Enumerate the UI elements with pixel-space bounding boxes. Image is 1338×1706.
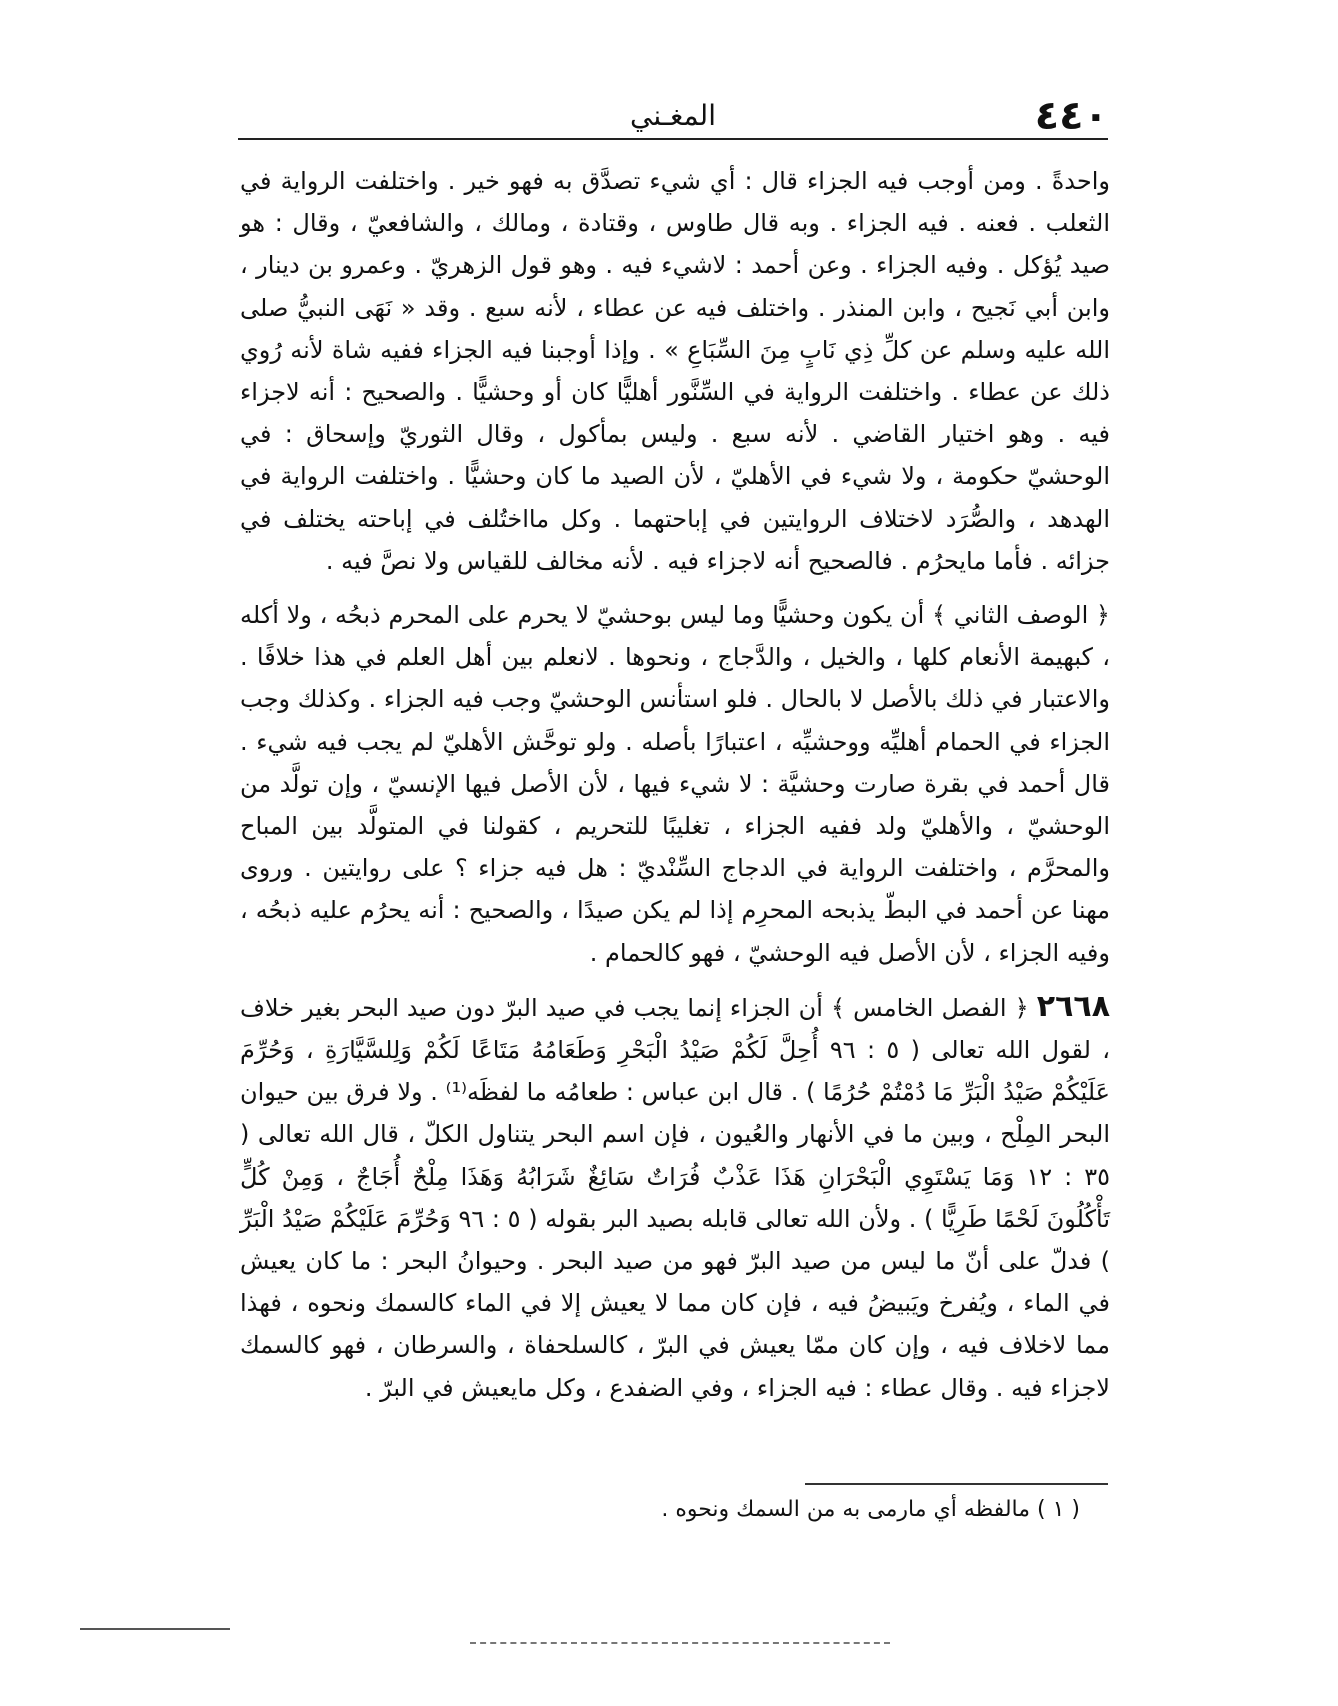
scan-artifact-dashes: [470, 1642, 890, 1644]
page-header: [238, 94, 1108, 138]
scan-artifact-line: [80, 1628, 230, 1630]
paragraph-number: ٢٦٦٨: [1036, 988, 1111, 1024]
header-divider: [238, 138, 1108, 140]
footnote-divider: [805, 1483, 1108, 1485]
paragraph: [240, 986, 1110, 1409]
footnote-text: مالفظه أي مارمى به من السمك ونحوه .: [661, 1497, 1031, 1522]
footnote-marker: ( ١ ): [1037, 1497, 1080, 1522]
paragraph-text: ﴿ الفصل الخامس ﴾ أن الجزاء إنما يجب في صيد البرّ دون صيد البحر بغير خلاف ، لقول الله تعالى ( ٥ : ٩٦ أُحِلَّ لَكُمْ صَيْدُ الْبَحْرِ وَطَعَامُهُ مَتَاعًا لَكُمْ وَلِلسَّيَّارَةِ ، وَحُرِّمَ عَلَيْكُمْ صَيْدُ الْبَرِّ مَا دُمْتُمْ حُرُمًا ) . قال ابن عباس : طعامُه ما لفظَه⁽¹⁾ . ولا فرق بين حيوان البحر المِلْح ، وبين ما في الأنهار والعُيون ، فإن اسم البحر يتناول الكلّ ، قال الله تعالى ( ٣٥ : ١٢ وَمَا يَسْتَوِي الْبَحْرَانِ هَذَا عَذْبٌ فُرَاتٌ سَائِغٌ شَرَابُهُ وَهَذَا مِلْحٌ أُجَاجٌ ، وَمِنْ كُلٍّ تَأْكُلُونَ لَحْمًا طَرِيًّا ) . ولأن الله تعالى قابله بصيد البر بقوله ( ٥ : ٩٦ وَحُرِّمَ عَلَيْكُمْ صَيْدُ الْبَرِّ ) فدلّ على أنّ ما ليس من صيد البرّ فهو من صيد البحر . وحيوانُ البحر : ما كان يعيش في الماء ، ويُفرخ ويَبيضُ فيه ، فإن كان مما لا يعيش إلا في الماء كالسمك ونحوه ، فهذا مما لاخلاف فيه ، وإن كان ممّا يعيش في البرّ ، كالسلحفاة ، والسرطان ، فهو كالسمك لاجزاء فيه . وقال عطاء : فيه الجزاء ، وفي الضفدع ، وكل مايعيش في البرّ .: [240, 993, 1111, 1402]
paragraph: [240, 160, 1110, 582]
paragraph: [240, 594, 1110, 974]
paragraph-text: واحدةً . ومن أوجب فيه الجزاء قال : أي شيء تصدَّق به فهو خير . واختلفت الرواية في الثعلب . فعنه . فيه الجزاء . وبه قال طاوس ، وقتادة ، ومالك ، والشافعيّ ، وقال : هو صيد يُؤكل . وفيه الجزاء . وعن أحمد : لاشيء فيه . وهو قول الزهريّ . وعمرو بن دينار ، وابن أبي نَجيح ، وابن المنذر . واختلف فيه عن عطاء ، لأنه سبع . وقد « نَهَى النبيُّ صلى الله عليه وسلم عن كلِّ ذِي نَابٍ مِنَ السِّبَاعِ » . وإذا أوجبنا فيه الجزاء ففيه شاة لأنه رُوي ذلك عن عطاء . واختلفت الرواية في السِّنَّور أهليًّا كان أو وحشيًّا . والصحيح : أنه لاجزاء فيه . وهو اختيار القاضي . لأنه سبع . وليس بمأكول ، وقال الثوريّ وإسحاق : في الوحشيّ حكومة ، ولا شيء في الأهليّ ، لأن الصيد ما كان وحشيًّا . واختلفت الرواية في الهدهد ، والصُّرَد لاختلاف الروايتين في إباحتهما . وكل مااختُلف في إباحته يختلف في جزائه . فأما مايحرُم . فالصحيح أنه لاجزاء فيه . لأنه مخالف للقياس ولا نصَّ فيه .: [240, 167, 1110, 575]
paragraph-text: ﴿ الوصف الثاني ﴾ أن يكون وحشيًّا وما ليس بوحشيّ لا يحرم على المحرم ذبحُه ، ولا أكله ، كبهيمة الأنعام كلها ، والخيل ، والدَّجاج ، ونحوها . لانعلم بين أهل العلم في هذا خلافًا . والاعتبار في ذلك بالأصل لا بالحال . فلو استأنس الوحشيّ وجب فيه الجزاء . وكذلك وجب الجزاء في الحمام أهليِّه ووحشيِّه ، اعتبارًا بأصله . ولو توحَّش الأهليّ لم يجب فيه شيء . قال أحمد في بقرة صارت وحشيَّة : لا شيء فيها ، لأن الأصل فيها الإنسيّ ، وإن تولَّد من الوحشيّ ، والأهليّ ولد ففيه الجزاء ، تغليبًا للتحريم ، كقولنا في المتولَّد بين المباح والمحرَّم ، واختلفت الرواية في الدجاج السِّنْديّ : هل فيه جزاء ؟ على روايتين . وروى مهنا عن أحمد في البطّ يذبحه المحرِم إذا لم يكن صيدًا ، والصحيح : أنه يحرُم عليه ذبحُه ، وفيه الجزاء ، لأن الأصل فيه الوحشيّ ، فهو كالحمام .: [240, 601, 1110, 967]
running-title: المغـني: [630, 99, 716, 132]
footnote: [661, 1495, 1080, 1525]
page-number: ٤٤٠: [1034, 93, 1108, 139]
body-text: [240, 160, 1110, 1409]
